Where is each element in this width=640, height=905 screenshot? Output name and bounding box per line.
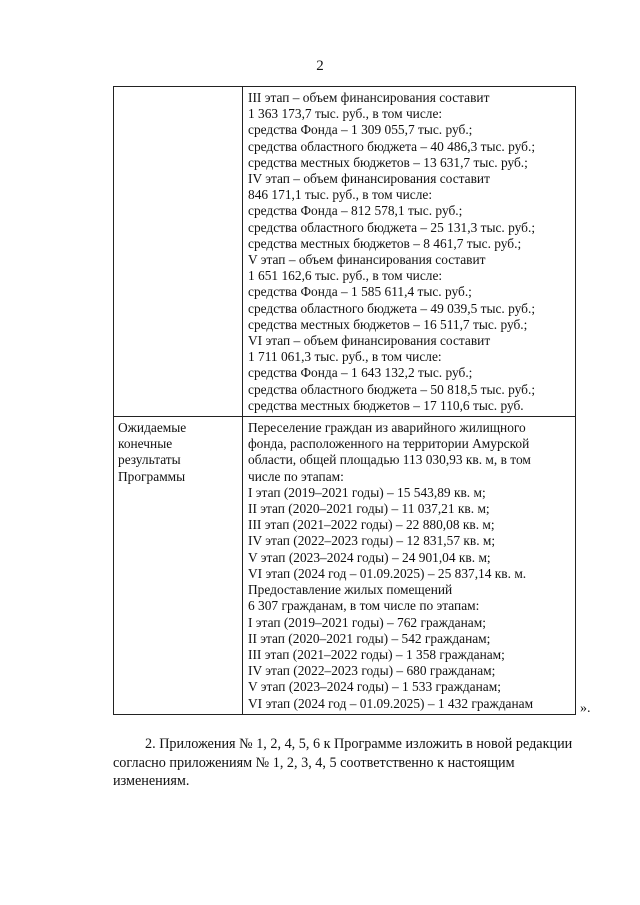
results-line: I этап (2019–2021 годы) – 762 гражданам; xyxy=(248,614,486,630)
funding-line: 1 651 162,6 тыс. руб., в том числе: xyxy=(248,268,443,284)
funding-line: средства областного бюджета – 25 131,3 тыс. руб.; xyxy=(248,219,536,235)
paragraph-line: 2. Приложения № 1, 2, 4, 5, 6 к Программе изложить в новой редакции xyxy=(145,736,573,752)
closing-quote: ». xyxy=(580,701,591,716)
funding-line: 1 711 061,3 тыс. руб., в том числе: xyxy=(248,349,442,365)
funding-line: средства областного бюджета – 49 039,5 тыс. руб.; xyxy=(248,300,536,316)
results-content-cell xyxy=(243,417,575,714)
funding-content-cell xyxy=(243,87,575,416)
results-line: V этап (2023–2024 годы) – 1 533 гражданам; xyxy=(248,679,501,695)
amendment-paragraph xyxy=(113,735,597,791)
results-line: I этап (2019–2021 годы) – 15 543,89 кв. м; xyxy=(248,484,486,500)
page-number: 2 xyxy=(316,58,324,74)
funding-line: VI этап – объем финансирования составит xyxy=(248,333,491,349)
results-line: VI этап (2024 год – 01.09.2025) – 25 837,14 кв. м. xyxy=(248,565,527,581)
results-line: II этап (2020–2021 годы) – 11 037,21 кв. м; xyxy=(248,501,490,517)
results-line: Переселение граждан из аварийного жилищного xyxy=(248,420,526,436)
results-row xyxy=(114,416,575,714)
funding-line: средства Фонда – 1 643 132,2 тыс. руб.; xyxy=(248,365,473,381)
funding-line: 1 363 173,7 тыс. руб., в том числе: xyxy=(248,106,443,122)
funding-line: IV этап – объем финансирования составит xyxy=(248,171,490,187)
results-line: Предоставление жилых помещений xyxy=(248,582,453,598)
funding-line: средства местных бюджетов – 17 110,6 тыс. руб. xyxy=(248,397,524,413)
results-line: V этап (2023–2024 годы) – 24 901,04 кв. м; xyxy=(248,549,491,565)
results-line: III этап (2021–2022 годы) – 1 358 гражданам; xyxy=(248,646,505,662)
results-line: III этап (2021–2022 годы) – 22 880,08 кв. м; xyxy=(248,517,495,533)
paragraph-line: согласно приложениям № 1, 2, 3, 4, 5 соответственно к настоящим xyxy=(113,754,515,771)
funding-line: средства Фонда – 1 585 611,4 тыс. руб.; xyxy=(248,284,472,300)
funding-line: средства Фонда – 812 578,1 тыс. руб.; xyxy=(248,203,463,219)
results-line: IV этап (2022–2023 годы) – 12 831,57 кв. м; xyxy=(248,533,496,549)
funding-line: средства местных бюджетов – 16 511,7 тыс. руб.; xyxy=(248,316,528,332)
results-line: 6 307 гражданам, в том числе по этапам: xyxy=(248,598,480,614)
results-label-line: конечные xyxy=(118,436,173,452)
funding-line: средства местных бюджетов – 8 461,7 тыс. руб.; xyxy=(248,235,522,251)
funding-label-cell xyxy=(114,87,243,416)
results-line: числе по этапам: xyxy=(248,468,344,484)
funding-line: III этап – объем финансирования составит xyxy=(248,90,490,105)
results-line: VI этап (2024 год – 01.09.2025) – 1 432 гражданам xyxy=(248,695,534,711)
results-line: II этап (2020–2021 годы) – 542 гражданам; xyxy=(248,630,491,646)
funding-line: средства областного бюджета – 50 818,5 тыс. руб.; xyxy=(248,381,536,397)
results-line: области, общей площадью 113 030,93 кв. м, в том xyxy=(248,452,531,468)
results-label-line: результаты xyxy=(118,452,181,468)
results-line: IV этап (2022–2023 годы) – 680 гражданам; xyxy=(248,663,496,679)
results-label-line: Программы xyxy=(118,468,186,484)
funding-line: средства местных бюджетов – 13 631,7 тыс. руб.; xyxy=(248,154,528,170)
results-label-line: Ожидаемые xyxy=(118,420,187,436)
funding-line: средства Фонда – 1 309 055,7 тыс. руб.; xyxy=(248,122,473,138)
funding-line: V этап – объем финансирования составит xyxy=(248,252,486,268)
funding-row xyxy=(114,87,575,416)
funding-line: средства областного бюджета – 40 486,3 тыс. руб.; xyxy=(248,138,536,154)
program-passport-table xyxy=(113,86,576,715)
results-line: фонда, расположенного на территории Амурской xyxy=(248,436,530,452)
funding-line: 846 171,1 тыс. руб., в том числе: xyxy=(248,187,433,203)
results-label-cell xyxy=(114,417,243,714)
paragraph-line: изменениям. xyxy=(113,773,190,789)
